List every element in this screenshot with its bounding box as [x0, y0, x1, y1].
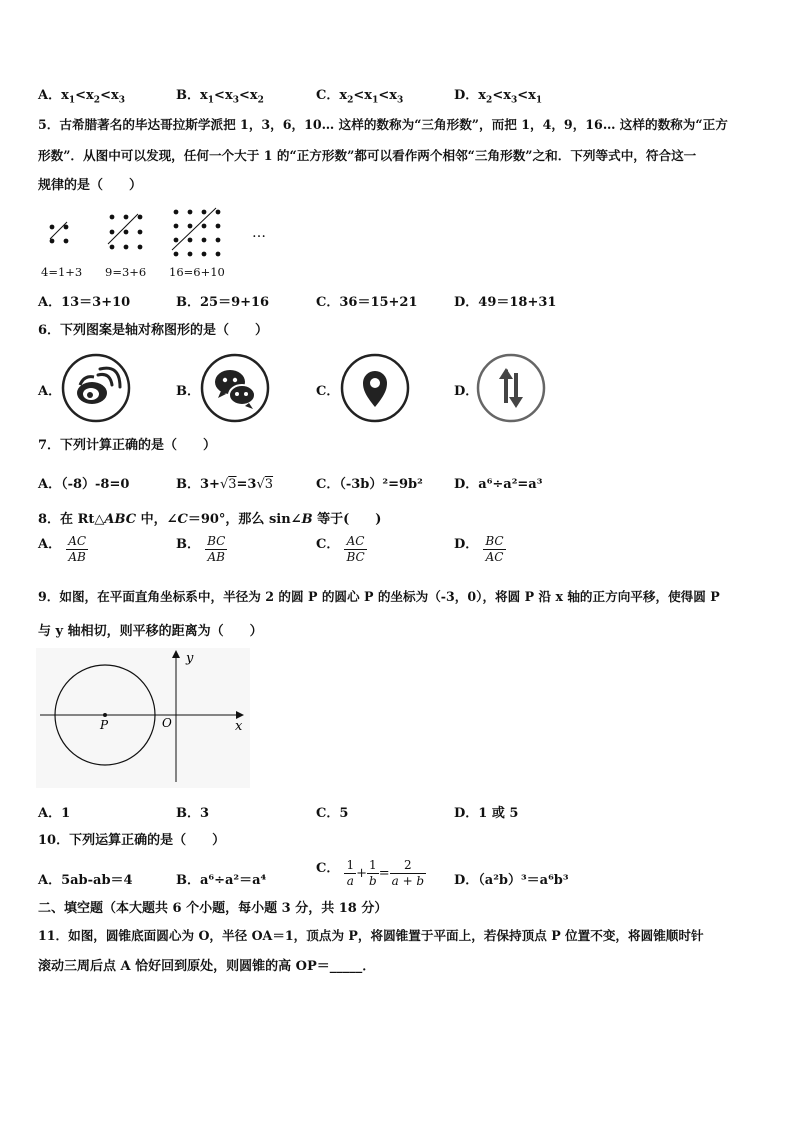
x-axis-label: x [235, 719, 243, 734]
y-axis-label: y [186, 651, 194, 666]
q9-option-c: C．5 [316, 806, 349, 821]
q10-option-c [316, 858, 426, 889]
q6-option-b-label: B． [176, 384, 200, 399]
subscript: 2 [257, 95, 264, 106]
option-label: A． [38, 537, 62, 552]
q5-option-b: B．25＝9+16 [176, 295, 270, 310]
q6-stem: 6．下列图案是轴对称图形的是（ ） [38, 323, 269, 338]
option-label: C． [316, 861, 340, 876]
subscript: 3 [118, 95, 125, 106]
option-label: C． [316, 88, 340, 103]
option-label: D． [454, 537, 479, 552]
q5-caption-1: 4=1+3 [41, 265, 83, 279]
q9-stem-line2: 与 y 轴相切，则平移的距离为（ ） [38, 624, 263, 639]
q6-option-c-label: C． [316, 384, 340, 399]
stem-text: 8．在 Rt△ [38, 512, 105, 527]
origin-label: O [162, 716, 172, 730]
var: x [249, 88, 258, 103]
location-pin-icon [339, 351, 411, 429]
q9-option-b: B．3 [176, 806, 210, 821]
fraction [483, 534, 505, 565]
numerator: AC [68, 534, 87, 548]
fraction [390, 858, 427, 889]
q11-stem-line2: 滚动三周后点 A 恰好回到原处，则圆锥的高 OP＝_____． [38, 959, 376, 974]
equals-sign: = [378, 866, 390, 881]
var: x [528, 88, 536, 103]
q7-option-c: C．（-3b）²=9b² [316, 477, 423, 492]
numerator: 2 [390, 858, 427, 874]
q6-option-a-label: A． [38, 384, 62, 399]
triangle-name: ABC [104, 512, 137, 527]
q6-option-d-label: D． [454, 384, 479, 399]
fraction [367, 858, 379, 889]
option-text: =3 [236, 477, 257, 492]
fraction [66, 534, 88, 565]
lt: < [100, 88, 111, 103]
lt: < [214, 88, 225, 103]
q8-option-c [316, 534, 367, 565]
var: x [110, 88, 119, 103]
subscript: 2 [93, 95, 101, 106]
subscript: 1 [68, 95, 76, 106]
numerator: 1 [367, 858, 379, 874]
var: x [503, 88, 511, 103]
q4-option-c [316, 84, 403, 106]
stem-text: 等于( ) [312, 512, 382, 527]
var: x [389, 88, 397, 103]
numerator: AC [344, 534, 366, 550]
q11-stem-line1: 11．如图，圆锥底面圆心为 O，半径 OA＝1，顶点为 P，将圆锥置于平面上，若保持顶点 P 位置不变，将圆锥顺时针 [38, 928, 704, 943]
denominator: BC [346, 550, 365, 564]
center-label: P [100, 718, 109, 732]
var: x [364, 88, 373, 103]
var: x [339, 88, 348, 103]
denominator: b [369, 874, 377, 888]
q8-option-d [454, 534, 506, 565]
numerator: 1 [346, 858, 355, 872]
stem-text: 中，∠ [136, 512, 178, 527]
square-3x3 [108, 214, 142, 249]
q9-option-d: D．1 或 5 [454, 806, 519, 821]
numerator: BC [485, 534, 504, 548]
subscript: 1 [207, 95, 215, 106]
var: x [200, 88, 208, 103]
denominator: a + b [391, 874, 425, 888]
subscript: 3 [397, 95, 404, 106]
lt: < [517, 88, 529, 103]
numerator: BC [207, 534, 226, 548]
subscript: 3 [510, 95, 518, 106]
denominator: AB [207, 550, 225, 564]
q4-option-d [454, 84, 542, 106]
subscript: 2 [347, 95, 354, 106]
lt: < [238, 88, 250, 103]
section-2-title: 二、填空题（本大题共 6 个小题，每小题 3 分，共 18 分） [38, 901, 388, 916]
subscript: 1 [535, 95, 543, 106]
plus-sign: + [356, 866, 367, 881]
lt: < [492, 88, 504, 103]
q5-caption-3: 16=6+10 [169, 265, 225, 279]
q7-stem: 7．下列计算正确的是（ ） [38, 438, 217, 453]
var: x [224, 88, 233, 103]
fraction [205, 534, 227, 565]
q5-stem-line2: 形数”．从图中可以发现，任何一个大于 1 的“正方形数”都可以看作两个相邻“三角形数”之和．下列等式中，符合这一 [38, 148, 697, 163]
weibo-icon [60, 351, 132, 429]
q5-stem-line3: 规律的是（ ） [38, 178, 143, 193]
lt: < [378, 88, 390, 103]
denominator: a [346, 874, 354, 888]
q5-option-d: D．49＝18+31 [454, 295, 557, 310]
lt: < [353, 88, 365, 103]
q8-option-b [176, 534, 227, 565]
q5-caption-2: 9=3+6 [105, 265, 147, 279]
radicand: 3 [228, 477, 237, 492]
q5-stem-line1: 5．古希腊著名的毕达哥拉斯学派把 1，3，6，10… 这样的数称为“三角形数”，而把 1，4，9，16… 这样的数称为“正方 [38, 117, 728, 132]
q9-stem-line1: 9．如图，在平面直角坐标系中，半径为 2 的圆 P 的圆心 P 的坐标为（-3，0），将圆 P 沿 x 轴的正方向平移，使得圆 P [38, 589, 720, 604]
q7-option-b [176, 473, 273, 492]
option-label: A． [38, 88, 62, 103]
subscript: 1 [372, 95, 379, 106]
wechat-icon [199, 351, 271, 429]
option-label: D． [454, 88, 479, 103]
var: x [478, 88, 487, 103]
q8-stem [38, 512, 381, 528]
q10-option-b: B．a⁶÷a²＝a⁴ [176, 873, 267, 888]
q5-option-a: A．13＝3+10 [38, 295, 131, 310]
sqrt-sign: √ [256, 477, 265, 492]
square-4x4 [172, 208, 220, 256]
subscript: 3 [232, 95, 239, 106]
option-text: B．3+ [176, 477, 220, 492]
var: x [61, 88, 69, 103]
q4-option-a [38, 84, 125, 106]
fraction [344, 534, 366, 565]
q4-option-b [176, 84, 264, 106]
option-label: B． [176, 537, 200, 552]
angle-var: B [301, 512, 313, 527]
up-down-arrows-icon [475, 351, 547, 429]
option-label: B． [176, 88, 200, 103]
fraction [344, 858, 356, 889]
q10-option-a: A．5ab-ab＝4 [38, 873, 133, 888]
denominator: AB [68, 550, 86, 564]
angle-var: C [177, 512, 188, 527]
square-2x2 [50, 222, 69, 243]
q10-stem: 10．下列运算正确的是（ ） [38, 833, 226, 848]
q5-option-c: C．36＝15+21 [316, 295, 418, 310]
stem-text: ＝90°，那么 sin∠ [187, 512, 302, 527]
q5-ellipsis: … [252, 225, 266, 241]
lt: < [75, 88, 87, 103]
denominator: AC [485, 550, 504, 564]
q9-option-a: A．1 [38, 806, 71, 821]
option-label: C． [316, 537, 340, 552]
q8-option-a [38, 534, 88, 565]
q7-option-d: D．a⁶÷a²=a³ [454, 477, 543, 492]
var: x [86, 88, 94, 103]
q10-option-d: D．（a²b）³＝a⁶b³ [454, 873, 569, 888]
q7-option-a: A．（-8）-8=0 [38, 477, 130, 492]
sqrt-sign: √ [219, 477, 229, 492]
radicand: 3 [264, 477, 274, 492]
subscript: 2 [486, 95, 493, 106]
q9-coordinate-figure [36, 648, 250, 788]
